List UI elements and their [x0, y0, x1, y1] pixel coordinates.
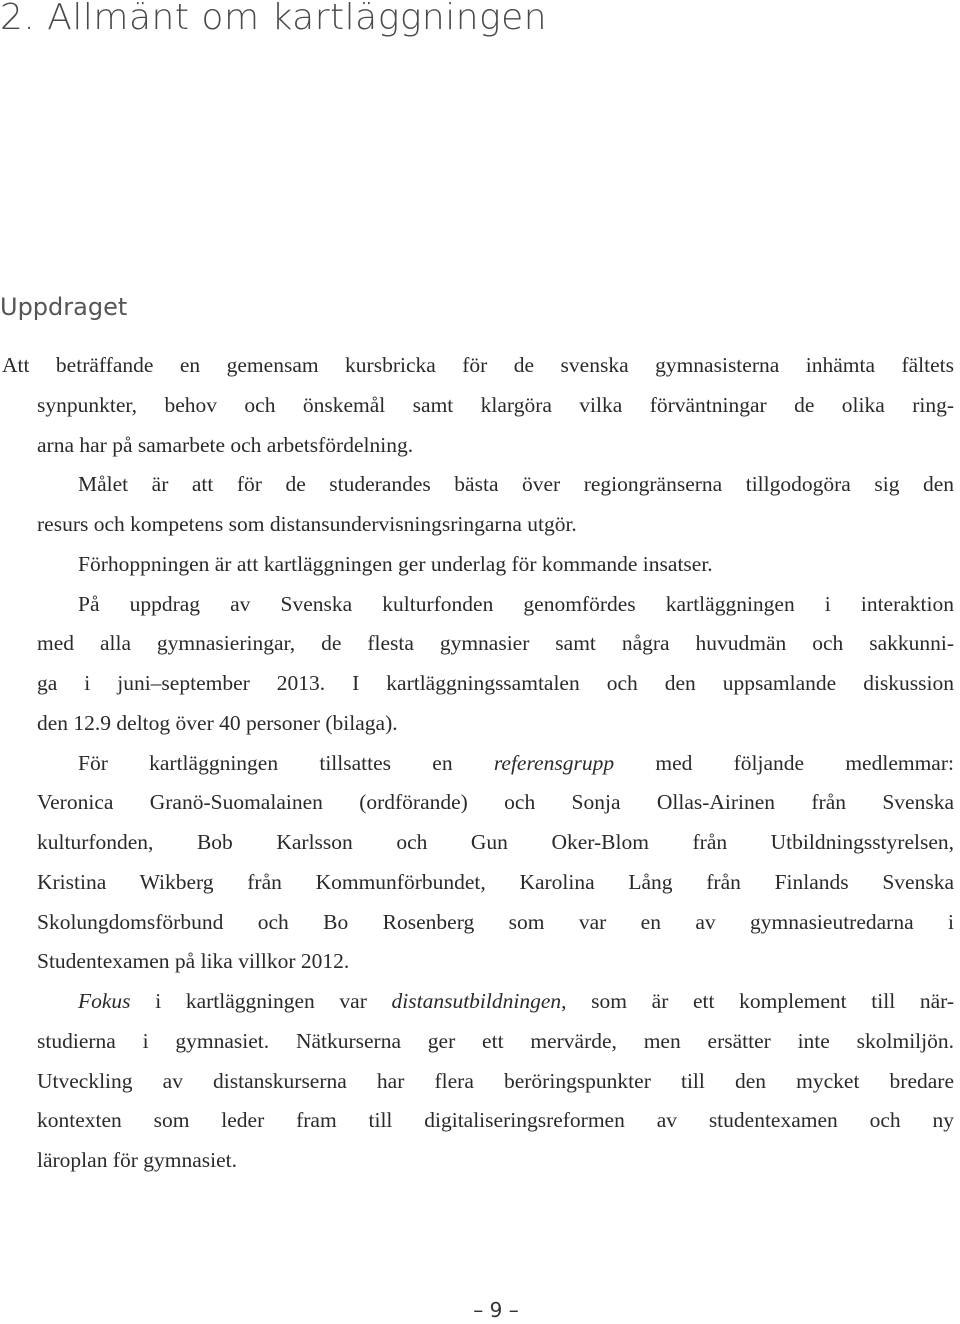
emphasis-reference-group: referensgrupp	[493, 750, 615, 775]
page-number: – 9 –	[473, 1298, 519, 1322]
text-line: den 12.9 deltog över 40 personer (bilaga).	[37, 710, 398, 735]
text-line: läroplan för gymnasiet.	[37, 1148, 238, 1172]
text-line: kulturfonden, Bob Karlsson och Gun Oker-Blom från Utbildningsstyrelsen,	[37, 830, 954, 854]
text-line: med alla gymnasieringar, de flesta gymnasier samt några huvudmän och sakkunni-	[37, 631, 954, 656]
body-text	[0, 346, 960, 1181]
paragraph-focus	[0, 982, 960, 1181]
text-line: Skolungdomsförbund och Bo Rosenberg som var en av gymnasieutredarna i	[37, 909, 954, 934]
text-line	[0, 744, 960, 784]
text-line: Utveckling av distanskurserna har flera beröringspunkter till den mycket bredare	[37, 1068, 954, 1093]
text-span: med följande medlemmar:	[614, 750, 954, 775]
text-span: , som är ett komplement till när-	[561, 989, 954, 1013]
text-span: För kartläggningen tillsattes en	[78, 750, 494, 775]
text-span: i kartläggningen var	[130, 989, 392, 1013]
paragraph-goal	[0, 465, 960, 545]
paragraph-reference-group	[0, 744, 960, 983]
text-line	[0, 982, 960, 1022]
text-line: Att beträffande en gemensam kursbricka för de svenska gymnasisterna inhämta fältets	[2, 353, 954, 377]
text-line: Förhoppningen är att kartläggningen ger underlag för kommande insatser.	[78, 551, 713, 576]
text-line: Kristina Wikberg från Kommunförbundet, Karolina Lång från Finlands Svenska	[37, 869, 954, 894]
text-line: På uppdrag av Svenska kulturfonden genomfördes kartläggningen i interaktion	[78, 591, 954, 616]
paragraph-assignment	[0, 346, 960, 465]
paragraph-commission	[0, 585, 960, 744]
text-line: resurs och kompetens som distansundervisningsringarna utgör.	[37, 512, 577, 536]
emphasis-fokus: Fokus	[78, 989, 131, 1013]
paragraph-hope	[0, 545, 960, 585]
text-line: studierna i gymnasiet. Nätkurserna ger ett mervärde, men ersätter inte skolmiljön.	[37, 1028, 954, 1053]
chapter-title: 2. Allmänt om kartläggningen	[0, 0, 548, 38]
text-line: Målet är att för de studerandes bästa över regiongränserna tillgodogöra sig den	[78, 472, 954, 497]
text-line: kontexten som leder fram till digitaliseringsreformen av studentexamen och ny	[37, 1108, 954, 1133]
emphasis-distance-education: distansutbildningen	[391, 989, 562, 1013]
text-line: Veronica Granö-Suomalainen (ordförande) och Sonja Ollas-Airinen från Svenska	[37, 790, 954, 815]
text-line: Studentexamen på lika villkor 2012.	[37, 949, 350, 974]
text-line: arna har på samarbete och arbetsfördelning.	[37, 432, 414, 457]
section-title: Uppdraget	[0, 293, 128, 321]
text-line: synpunkter, behov och önskemål samt klargöra vilka förväntningar de olika ring-	[37, 392, 954, 417]
text-line: ga i juni–september 2013. I kartläggningssamtalen och den uppsamlande diskussion	[37, 671, 954, 695]
